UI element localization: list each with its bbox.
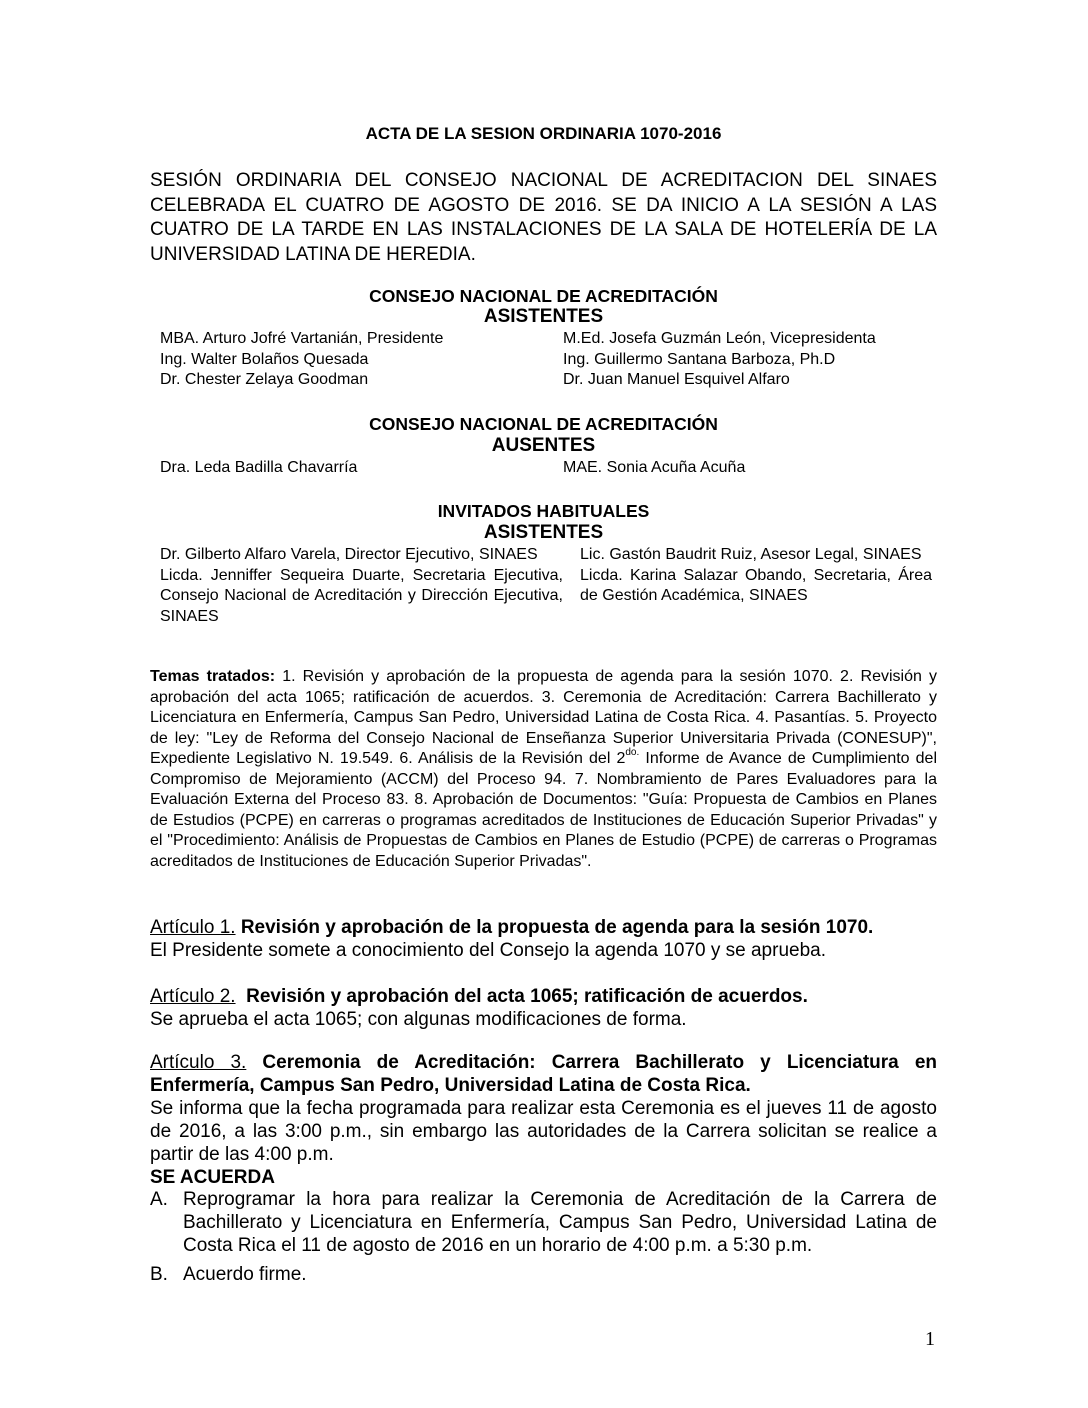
temas-label: Temas tratados: (150, 668, 276, 685)
articulo-2-title: Revisión y aprobación del acta 1065; ratificación de acuerdos. (246, 986, 808, 1007)
temas-text-continued: Informe de Avance de Cumplimiento del Compromiso de Mejoramiento (ACCM) del Proceso 94. 7. Nombramiento de Pares Evaluadores para la Evaluación Externa del Proceso 83. 8. Aprobación de Documentos: "Guía: Propuesta de Cambios en Planes de Estudios (PCPE) en carreras o programas acreditados de Instituciones de Educación Superior Privadas" y el "Procedimiento: Análisis de Propuestas de Cambios en Planes de Estudio (PCPE) de carreras o Programas acreditados de Instituciones de Educación Superior Privadas". (150, 750, 937, 870)
articulo-2-label: Artículo 2. (150, 986, 236, 1007)
ausentes-heading: CONSEJO NACIONAL DE ACREDITACIÓN (369, 414, 718, 434)
articulo-1-title: Revisión y aprobación de la propuesta de agenda para la sesión 1070. (240, 917, 874, 938)
list-marker: A. (150, 1189, 168, 1210)
list-marker: B. (150, 1264, 168, 1285)
temas-superscript: do. (625, 747, 640, 758)
articulo-1 (150, 916, 937, 962)
articulo-3-body: Se informa que la fecha programada para realizar esta Ceremonia es el jueves 11 de agosto de 2016, a las 3:00 p.m., sin embargo las autoridades de la Carrera solicitan se realice a partir de las 4:00 p.m. (150, 1098, 937, 1165)
list-item (150, 1188, 937, 1257)
acuerdos-list (150, 1188, 937, 1286)
guest-name: Licda. Jenniffer Sequeira Duarte, Secretaria Ejecutiva, Consejo Nacional de Acreditación y Dirección Ejecutiva, SINAES (160, 566, 563, 625)
member-name: Ing. Guillermo Santana Barboza, Ph.D (563, 350, 836, 368)
ausentes-subheading: AUSENTES (491, 435, 596, 456)
session-intro: SESIÓN ORDINARIA DEL CONSEJO NACIONAL DE ACREDITACION DEL SINAES CELEBRADA EL CUATRO DE AGOSTO DE 2016. SE DA INICIO A LA SESIÓN A LAS CUATRO DE LA TARDE EN LAS INSTALACIONES DE LA SALA DE HOTELERÍA DE LA UNIVERSIDAD LATINA DE HEREDIA. (150, 170, 937, 265)
asistentes-subheading: ASISTENTES (483, 306, 604, 327)
articulo-3 (150, 1051, 937, 1189)
page-number: 1 (925, 1328, 935, 1350)
invitados-subheading: ASISTENTES (483, 522, 604, 543)
member-name: M.Ed. Josefa Guzmán León, Vicepresidenta (563, 330, 876, 347)
ausentes-list (160, 458, 940, 479)
articulo-1-body: El Presidente somete a conocimiento del Consejo la agenda 1070 y se aprueba. (150, 940, 826, 961)
articulo-2 (150, 985, 937, 1031)
member-name: Dr. Juan Manuel Esquivel Alfaro (563, 371, 790, 388)
temas-text: 1. Revisión y aprobación de la propuesta de agenda para la sesión 1070. 2. Revisión y aprobación del acta 1065; ratificación de acuerdos. 3. Ceremonia de Acreditación: Carrera Bachillerato y Licenciatura en Enfermería, Campus San Pedro, Universidad Latina de Costa Rica. 4. Pasantías. 5. Proyecto de ley: "Ley de Reforma del Consejo Nacional de Enseñanza Superior Universitaria Privada (CONESUP)", Expediente Legislativo N. 19.549. 6. Análisis de la Revisión del 2 (150, 668, 938, 767)
invitados-list (160, 545, 940, 627)
articulo-3-label: Artículo 3. (150, 1052, 247, 1073)
document-title: ACTA DE LA SESION ORDINARIA 1070-2016 (365, 124, 722, 143)
guest-name: Lic. Gastón Baudrit Ruiz, Asesor Legal, SINAES (580, 546, 922, 563)
se-acuerda-heading: SE ACUERDA (150, 1167, 275, 1188)
member-name: Ing. Walter Bolaños Quesada (160, 350, 369, 368)
list-item (150, 1263, 937, 1286)
asistentes-heading: CONSEJO NACIONAL DE ACREDITACIÓN (369, 286, 718, 306)
articulo-2-body: Se aprueba el acta 1065; con algunas modificaciones de forma. (150, 1009, 687, 1030)
member-name: MAE. Sonia Acuña Acuña (563, 459, 746, 476)
articulo-1-label: Artículo 1. (150, 917, 236, 938)
temas-tratados (150, 667, 937, 872)
list-item-text: Reprogramar la hora para realizar la Ceremonia de Acreditación de la Carrera de Bachillerato y Licenciatura en Enfermería, Campus San Pedro, Universidad Latina de Costa Rica el 11 de agosto de 2016 en un horario de 4:00 p.m. a 5:30 p.m. (183, 1189, 937, 1256)
list-item-text: Acuerdo firme. (183, 1264, 307, 1285)
member-name: MBA. Arturo Jofré Vartanián, Presidente (160, 330, 444, 347)
asistentes-list (160, 329, 940, 391)
member-name: Dra. Leda Badilla Chavarría (160, 459, 358, 476)
member-name: Dr. Chester Zelaya Goodman (160, 371, 369, 388)
articulo-3-title: Ceremonia de Acreditación: Carrera Bachillerato y Licenciatura en Enfermería, Campus San Pedro, Universidad Latina de Costa Rica. (150, 1052, 937, 1096)
guest-name: Dr. Gilberto Alfaro Varela, Director Ejecutivo, SINAES (160, 546, 538, 563)
guest-name: Licda. Karina Salazar Obando, Secretaria, Área de Gestión Académica, SINAES (580, 566, 932, 604)
invitados-heading: INVITADOS HABITUALES (437, 501, 650, 521)
